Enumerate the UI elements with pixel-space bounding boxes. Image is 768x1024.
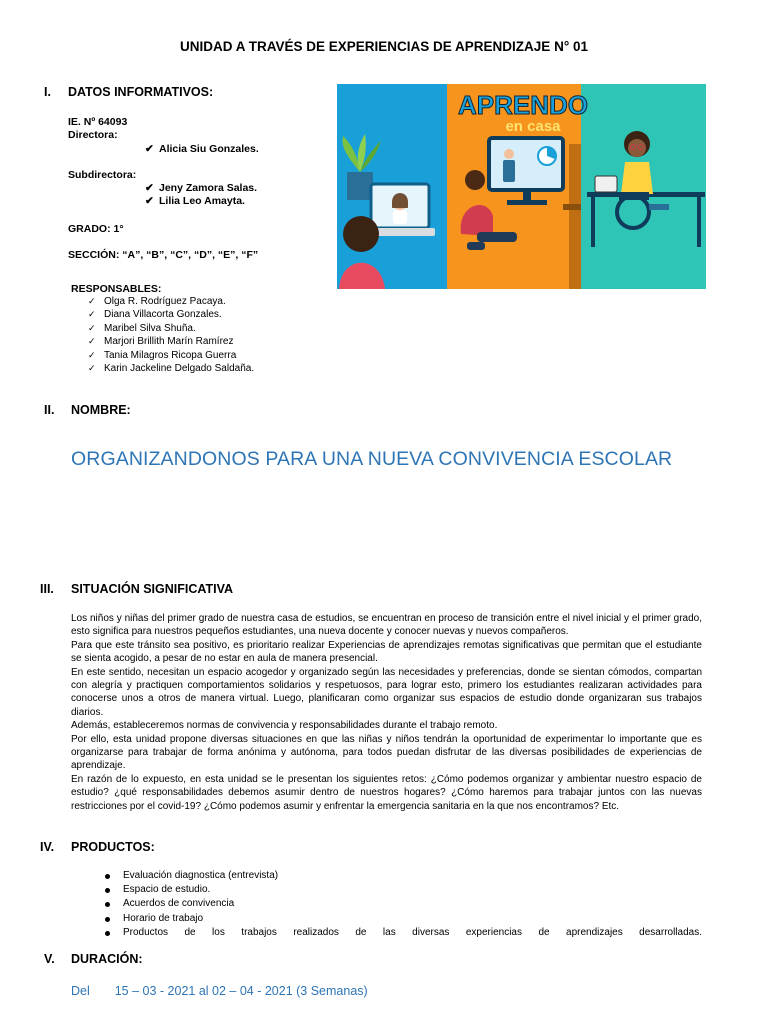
checkmark-icon: ✓ bbox=[88, 349, 96, 360]
unit-name: ORGANIZANDONOS PARA UNA NUEVA CONVIVENCIA ESCOLAR bbox=[71, 448, 673, 470]
productos-list bbox=[105, 869, 702, 940]
section-1-label: DATOS INFORMATIVOS: bbox=[68, 85, 214, 99]
directora-item bbox=[145, 143, 259, 155]
subdirectora-name: Jeny Zamora Salas. bbox=[159, 182, 258, 194]
section-4-number: IV. bbox=[40, 840, 55, 854]
section-2-number: II. bbox=[44, 403, 55, 417]
duration-del: Del bbox=[71, 984, 90, 998]
section-5-number: V. bbox=[44, 952, 55, 966]
directora-label: Directora: bbox=[68, 129, 118, 141]
section-5-label: DURACIÓN: bbox=[71, 952, 143, 966]
aprendo-en-casa-banner bbox=[337, 84, 706, 289]
seccion: SECCIÓN: “A”, “B”, “C”, “D”, “E”, “F” bbox=[68, 249, 259, 261]
subdirectora-item bbox=[145, 182, 257, 194]
check-icon: ✔ bbox=[145, 143, 154, 155]
checkmark-icon: ✓ bbox=[88, 336, 96, 347]
subdirectora-item bbox=[145, 195, 245, 207]
section-3-label: SITUACIÓN SIGNIFICATIVA bbox=[71, 582, 234, 596]
checkmark-icon: ✓ bbox=[88, 296, 96, 306]
document-title: UNIDAD A TRAVÉS DE EXPERIENCIAS DE APRENDIZAJE N° 01 bbox=[180, 39, 588, 54]
checkmark-icon: ✓ bbox=[88, 362, 96, 373]
duration bbox=[71, 984, 368, 998]
banner-title: APRENDO bbox=[457, 90, 589, 120]
ie-number: IE. Nº 64093 bbox=[68, 116, 128, 128]
bullet-icon bbox=[105, 874, 110, 879]
paragraph: En razón de lo expuesto, en esta unidad se le presentan los siguientes retos: ¿Cómo podemos organizar y ambientar nuestro espacio de estudio? ¿qué responsabilidades debemos asumir dentro de nuestros hogares? ¿Cómo haremos para trabajar juntos con las nuevas restricciones por el covid-19? ¿Cómo podemos asumir y enfrentar la emergencia sanitaria en la que nos encontramos? Etc. bbox=[71, 773, 702, 812]
bullet-icon bbox=[105, 917, 110, 922]
list-item: ✓ Maribel Silva Shuña. bbox=[88, 322, 196, 334]
bullet-icon bbox=[105, 902, 110, 907]
section-4-label: PRODUCTOS: bbox=[71, 840, 155, 854]
subdirectora-label: Subdirectora: bbox=[68, 169, 137, 181]
subdirectora-name: Lilia Leo Amayta. bbox=[159, 195, 245, 207]
section-3-number: III. bbox=[40, 582, 54, 596]
list-item: Acuerdos de convivencia bbox=[105, 897, 702, 911]
list-item: Evaluación diagnostica (entrevista) bbox=[105, 869, 702, 883]
list-item: ✓ Olga R. Rodríguez Pacaya. bbox=[88, 296, 226, 307]
bullet-icon bbox=[105, 931, 110, 936]
responsables-list bbox=[88, 295, 254, 375]
paragraph: Además, estableceremos normas de convivencia y responsabilidades durante el trabajo remoto. bbox=[71, 720, 498, 732]
bullet-icon bbox=[105, 888, 110, 893]
paragraph: Los niños y niñas del primer grado de nuestra casa de estudios, se encuentran en proceso de transición entre el nivel inicial y el primer grado, esto significa para nuestros pequeños estudiantes, una nueva docente y conocer nuevas y nuevos compañeros. bbox=[71, 613, 702, 638]
checkmark-icon: ✓ bbox=[88, 322, 96, 333]
list-item: Horario de trabajo bbox=[105, 912, 702, 926]
paragraph: Para que este tránsito sea positivo, es prioritario realizar Experiencias de aprendizajes remotas significativas que permitan que el estudiante se sienta acogido, a pesar de no estar en aula de manera presencial. bbox=[71, 639, 702, 665]
directora-name: Alicia Siu Gonzales. bbox=[159, 143, 259, 155]
duration-range: 15 – 03 - 2021 al 02 – 04 - 2021 (3 Semanas) bbox=[114, 984, 368, 998]
banner-subtitle: en casa bbox=[505, 118, 561, 135]
list-item: Espacio de estudio. bbox=[105, 883, 702, 897]
banner-illustration bbox=[337, 84, 706, 289]
list-item: ✓ Tania Milagros Ricopa Guerra bbox=[88, 349, 237, 361]
checkmark-icon: ✓ bbox=[88, 309, 96, 320]
section-2-label: NOMBRE: bbox=[71, 403, 131, 417]
grado: GRADO: 1° bbox=[68, 223, 124, 235]
list-item: ✓ Marjori Brillith Marín Ramírez bbox=[88, 336, 234, 348]
list-item: ✓ Karin Jackeline Delgado Saldaña. bbox=[88, 362, 255, 374]
paragraph: En este sentido, necesitan un espacio acogedor y organizado según las necesidades y preferencias, donde se sientan cómodos, compartan con alegría y practiquen comportamientos solidarios y respetuosos, para lograr esto, primero los estudiantes realizaran actividades para conocerse unos a otros de manera virtual. Luego, planificaran como organizar sus espacios de estudio donde organizaran sus trabajos diarios. bbox=[71, 666, 702, 718]
check-icon: ✔ bbox=[145, 182, 154, 194]
situacion-significativa-text bbox=[71, 612, 702, 813]
list-item: Productos de los trabajos realizados de las diversas experiencias de aprendizajes desarrolladas. bbox=[105, 926, 702, 940]
check-icon: ✔ bbox=[145, 195, 154, 207]
responsables-label: RESPONSABLES: bbox=[71, 283, 162, 295]
list-item: ✓ Diana Villacorta Gonzales. bbox=[88, 309, 222, 321]
paragraph: Por ello, esta unidad propone diversas situaciones en que las niñas y niños tendrán la oportunidad de experimentar lo importante que es organizarse para trabajar de forma anónima y autónoma, para todos puedan disfrutar de las diversas posibilidades de experiencias de aprendizaje. bbox=[71, 733, 702, 772]
section-1-number: I. bbox=[44, 85, 51, 99]
